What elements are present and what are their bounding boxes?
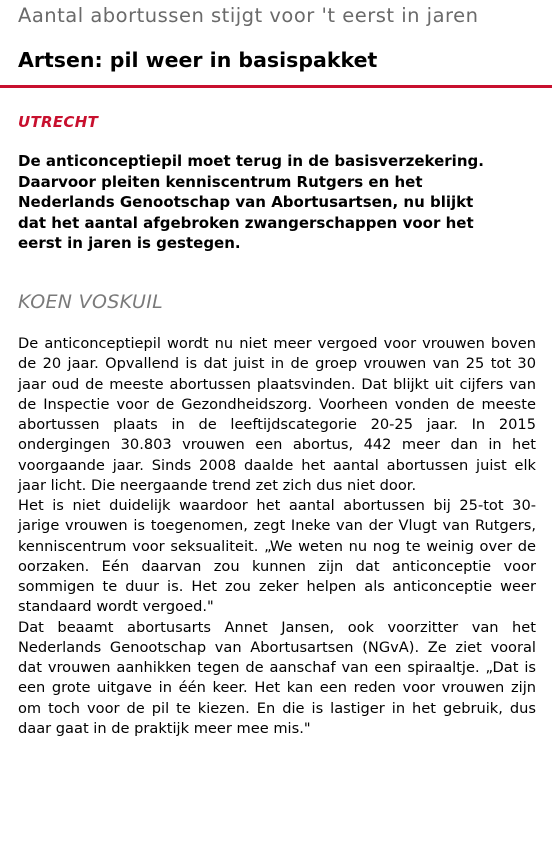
article-headline: Artsen: pil weer in basispakket	[18, 48, 378, 72]
article-kicker: Aantal abortussen stijgt voor 't eerst in jaren	[18, 4, 479, 27]
article-dateline: UTRECHT	[18, 113, 99, 131]
article-body	[18, 334, 536, 739]
headline-divider	[0, 85, 552, 88]
article-byline: KOEN VOSKUIL	[18, 291, 163, 313]
body-paragraph: Dat beaamt abortusarts Annet Jansen, ook voorzitter van het Nederlands Genootschap van Abortusartsen (NGvA). Ze ziet vooral dat vrouwen aanhikken tegen de aanschaf van een spiraaltje. „Dat is een grote uitgave in één keer. Het kan een reden voor vrouwen zijn om toch voor de pil te kiezen. En die is lastiger in het gebruik, dus daar gaat in de praktijk meer mee mis."	[18, 618, 536, 737]
body-paragraph: De anticonceptiepil wordt nu niet meer vergoed voor vrouwen boven de 20 jaar. Opvallend is dat juist in de groep vrouwen van 25 tot 30 jaar oud de meeste abortussen plaatsvinden. Dat blijkt uit cijfers van de Inspectie voor de Gezondheidszorg. Voorheen vonden de meeste abortussen plaats in de leeftijdscategorie 20-25 jaar. In 2015 ondergingen 30.803 vrouwen een abortus, 442 meer dan in het voorgaande jaar. Sinds 2008 daalde het aantal abortussen juist elk jaar licht. Die neergaande trend zet zich dus niet door.	[18, 335, 536, 494]
article-lead: De anticonceptiepil moet terug in de basisverzekering. Daarvoor pleiten kenniscentrum Rutgers en het Nederlands Genootschap van Abortusartsen, nu blijkt dat het aantal afgebroken zwangerschappen voor het eerst in jaren is gestegen.	[18, 152, 484, 253]
body-paragraph: Het is niet duidelijk waardoor het aantal abortussen bij 25-tot 30-jarige vrouwen is toegenomen, zegt Ineke van der Vlugt van Rutgers, kenniscentrum voor seksualiteit. „We weten nu nog te weinig over de oorzaken. Eén daarvan zou kunnen zijn dat anticonceptie voor sommigen te duur is. Het zou zeker helpen als anticonceptie weer standaard wordt vergoed."	[18, 497, 536, 616]
